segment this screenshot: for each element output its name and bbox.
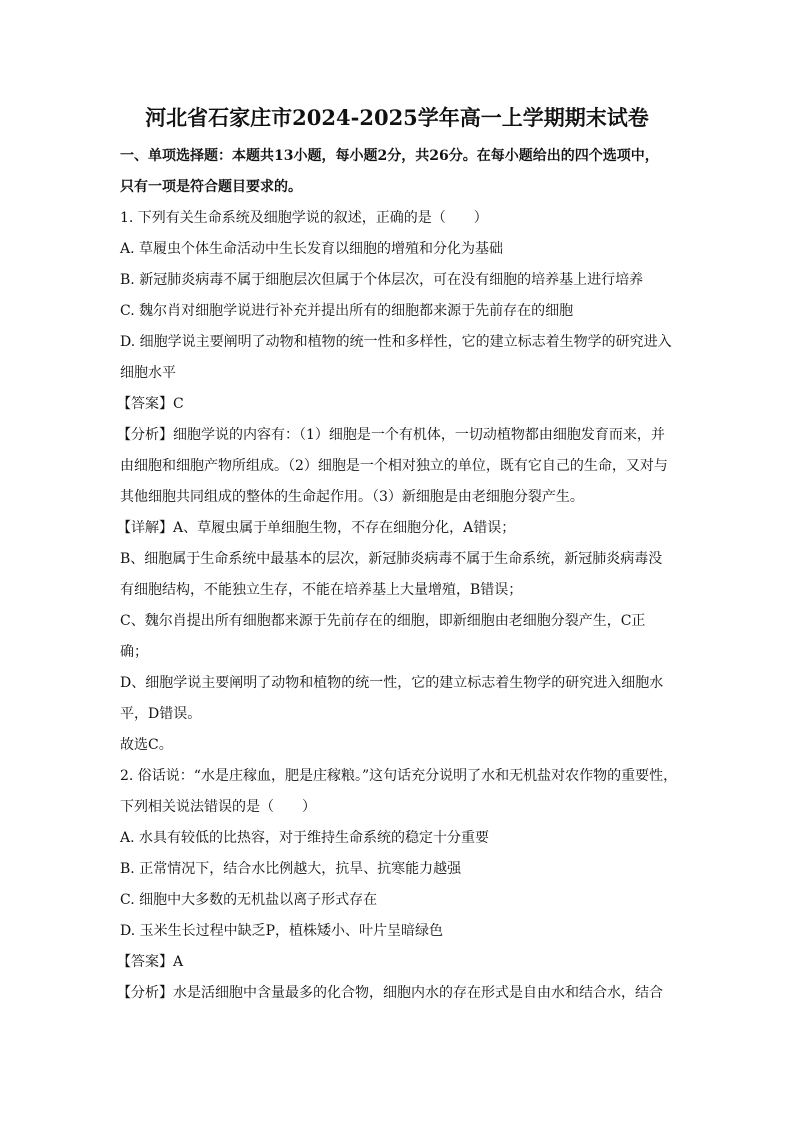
q1-choice-conclusion: 故选C。: [120, 737, 173, 753]
q1-analysis-line2: 由细胞和细胞产物所组成。（2）细胞是一个相对独立的单位，既有它自己的生命，又对与: [120, 458, 668, 474]
q1-analysis-line3: 其他细胞共同组成的整体的生命起作用。（3）新细胞是由老细胞分裂产生。: [120, 489, 584, 505]
q1-option-c: C. 魏尔肖对细胞学说进行补充并提出所有的细胞都来源于先前存在的细胞: [120, 303, 574, 319]
q1-explain-line4: C、魏尔肖提出所有细胞都来源于先前存在的细胞，即新细胞由老细胞分裂产生，C正: [120, 613, 646, 629]
q2-option-d: D. 玉米生长过程中缺乏P，植株矮小、叶片呈暗绿色: [120, 923, 444, 939]
document-title: 河北省石家庄市2024-2025学年高一上学期期末试卷: [145, 105, 649, 130]
q2-option-a: A. 水具有较低的比热容，对于维持生命系统的稳定十分重要: [120, 830, 490, 846]
q1-analysis-line1: 【分析】细胞学说的内容有：（1）细胞是一个有机体，一切动植物都由细胞发育而来，并: [117, 427, 665, 443]
q1-explain-line3: 有细胞结构，不能独立生存，不能在培养基上大量增殖，B错误；: [120, 582, 523, 598]
section-heading-line2: 只有一项是符合题目要求的。: [120, 179, 302, 195]
q1-explain-line6: D、细胞学说主要阐明了动物和植物的统一性，它的建立标志着生物学的研究进入细胞水: [120, 675, 664, 691]
q1-answer: 【答案】C: [117, 396, 184, 412]
q1-stem: 1. 下列有关生命系统及细胞学说的叙述，正确的是（ ）: [120, 210, 488, 226]
q1-explain-line2: B、细胞属于生命系统中最基本的层次，新冠肺炎病毒不属于生命系统，新冠肺炎病毒没: [120, 551, 663, 567]
q2-answer: 【答案】A: [117, 954, 184, 970]
q2-stem-line1: 2. 俗话说：“水是庄稼血，肥是庄稼粮。”这句话充分说明了水和无机盐对农作物的重要性，: [120, 768, 678, 784]
q2-option-b: B. 正常情况下，结合水比例越大，抗旱、抗寒能力越强: [120, 861, 462, 877]
q1-option-b: B. 新冠肺炎病毒不属于细胞层次但属于个体层次，可在没有细胞的培养基上进行培养: [120, 272, 644, 288]
q1-option-a: A. 草履虫个体生命活动中生长发育以细胞的增殖和分化为基础: [120, 241, 504, 257]
q2-analysis-line1: 【分析】水是活细胞中含量最多的化合物，细胞内水的存在形式是自由水和结合水，结合: [117, 985, 663, 1001]
q1-explain-line7: 平，D错误。: [120, 706, 202, 722]
section-heading-line1: 一、单项选择题：本题共13小题，每小题2分，共26分。在每小题给出的四个选项中，: [120, 148, 659, 164]
q1-explain-line1: 【详解】A、草履虫属于单细胞生物，不存在细胞分化，A错误；: [117, 520, 516, 536]
q1-explain-line5: 确；: [120, 644, 148, 660]
q2-option-c: C. 细胞中大多数的无机盐以离子形式存在: [120, 892, 378, 908]
q1-option-d-continuation: 细胞水平: [120, 365, 176, 381]
q2-stem-line2: 下列相关说法错误的是（ ）: [120, 799, 316, 815]
q1-option-d: D. 细胞学说主要阐明了动物和植物的统一性和多样性，它的建立标志着生物学的研究进入: [120, 334, 672, 350]
